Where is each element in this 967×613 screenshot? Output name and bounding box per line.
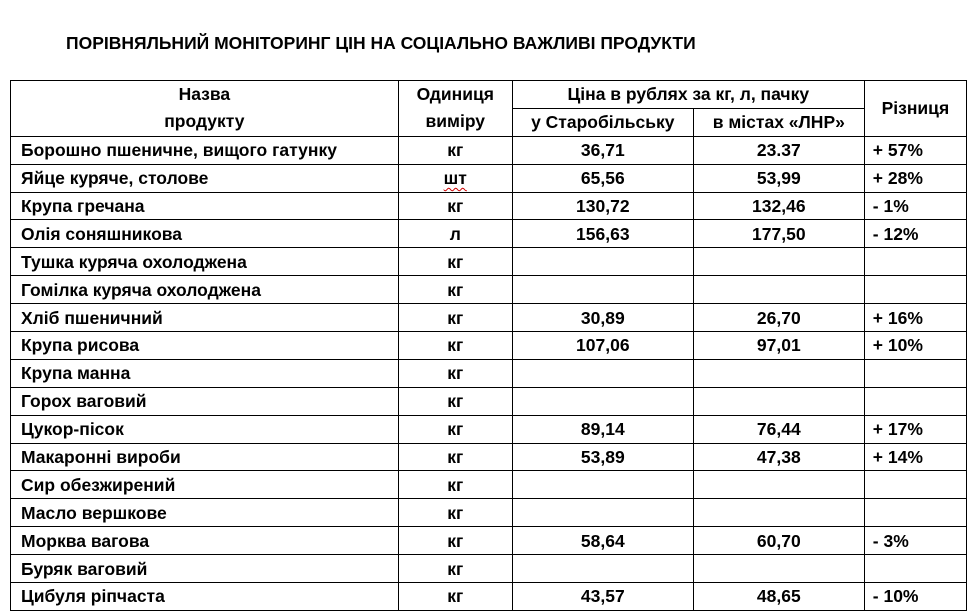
- table-row: [11, 387, 967, 415]
- unit-cell: кг: [398, 136, 512, 164]
- difference-cell: - 12%: [864, 220, 966, 248]
- table-body: [11, 136, 967, 610]
- unit-cell: л: [398, 220, 512, 248]
- price-lnr-cell: 60,70: [693, 527, 864, 555]
- unit-cell: кг: [398, 276, 512, 304]
- price-lnr-cell: 177,50: [693, 220, 864, 248]
- price-lnr-cell: 76,44: [693, 415, 864, 443]
- price-lnr-cell: 48,65: [693, 583, 864, 611]
- difference-cell: [864, 248, 966, 276]
- difference-cell: + 57%: [864, 136, 966, 164]
- product-name-cell: Цибуля ріпчаста: [11, 583, 399, 611]
- product-name-cell: Хліб пшеничний: [11, 304, 399, 332]
- unit-cell: кг: [398, 332, 512, 360]
- header-price-starobilsk: у Старобільську: [512, 108, 693, 136]
- header-price-group: Ціна в рублях за кг, л, пачку: [512, 81, 864, 109]
- header-price-lnr: в містах «ЛНР»: [693, 108, 864, 136]
- product-name-cell: Крупа рисова: [11, 332, 399, 360]
- difference-cell: + 10%: [864, 332, 966, 360]
- product-name-cell: Крупа манна: [11, 359, 399, 387]
- table-row: [11, 192, 967, 220]
- price-starobilsk-cell: [512, 248, 693, 276]
- price-lnr-cell: 97,01: [693, 332, 864, 360]
- price-starobilsk-cell: [512, 276, 693, 304]
- price-comparison-table: [10, 80, 967, 611]
- table-row: [11, 332, 967, 360]
- price-starobilsk-cell: 65,56: [512, 164, 693, 192]
- header-difference: Різниця: [864, 81, 966, 137]
- price-lnr-cell: 26,70: [693, 304, 864, 332]
- product-name-cell: Олія соняшникова: [11, 220, 399, 248]
- price-starobilsk-cell: [512, 499, 693, 527]
- price-starobilsk-cell: 58,64: [512, 527, 693, 555]
- difference-cell: + 17%: [864, 415, 966, 443]
- table-row: [11, 359, 967, 387]
- unit-cell: кг: [398, 192, 512, 220]
- price-starobilsk-cell: [512, 387, 693, 415]
- difference-cell: + 28%: [864, 164, 966, 192]
- product-name-cell: Яйце куряче, столове: [11, 164, 399, 192]
- unit-cell: кг: [398, 248, 512, 276]
- price-starobilsk-cell: 156,63: [512, 220, 693, 248]
- table-row: [11, 415, 967, 443]
- price-lnr-cell: [693, 555, 864, 583]
- table-row: [11, 527, 967, 555]
- price-lnr-cell: [693, 499, 864, 527]
- price-lnr-cell: [693, 387, 864, 415]
- product-name-cell: Цукор-пісок: [11, 415, 399, 443]
- unit-cell: кг: [398, 555, 512, 583]
- price-lnr-cell: 47,38: [693, 443, 864, 471]
- table-row: [11, 555, 967, 583]
- table-row: [11, 276, 967, 304]
- difference-cell: + 16%: [864, 304, 966, 332]
- price-starobilsk-cell: [512, 359, 693, 387]
- product-name-cell: Крупа гречана: [11, 192, 399, 220]
- header-product-name: [11, 81, 399, 137]
- header-product-name-line1: Назва: [178, 84, 231, 105]
- price-starobilsk-cell: 89,14: [512, 415, 693, 443]
- difference-cell: - 3%: [864, 527, 966, 555]
- product-name-cell: Сир обезжирений: [11, 471, 399, 499]
- unit-text: шт: [443, 168, 467, 189]
- unit-cell: [398, 164, 512, 192]
- unit-cell: кг: [398, 527, 512, 555]
- product-name-cell: Макаронні вироби: [11, 443, 399, 471]
- price-lnr-cell: 132,46: [693, 192, 864, 220]
- unit-cell: кг: [398, 387, 512, 415]
- price-starobilsk-cell: 30,89: [512, 304, 693, 332]
- difference-cell: + 14%: [864, 443, 966, 471]
- product-name-cell: Масло вершкове: [11, 499, 399, 527]
- header-unit-line2: виміру: [425, 111, 486, 132]
- table-row: [11, 499, 967, 527]
- difference-cell: [864, 359, 966, 387]
- product-name-cell: Горох ваговий: [11, 387, 399, 415]
- table-header-row-1: [11, 81, 967, 109]
- price-lnr-cell: [693, 471, 864, 499]
- product-name-cell: Буряк ваговий: [11, 555, 399, 583]
- price-starobilsk-cell: [512, 555, 693, 583]
- difference-cell: [864, 499, 966, 527]
- product-name-cell: Борошно пшеничне, вищого гатунку: [11, 136, 399, 164]
- difference-cell: [864, 555, 966, 583]
- product-name-cell: Тушка куряча охолоджена: [11, 248, 399, 276]
- unit-cell: кг: [398, 499, 512, 527]
- unit-cell: кг: [398, 304, 512, 332]
- table-row: [11, 583, 967, 611]
- header-unit-line1: Одиниця: [416, 84, 494, 105]
- document-title: ПОРІВНЯЛЬНИЙ МОНІТОРИНГ ЦІН НА СОЦІАЛЬНО ВАЖЛИВІ ПРОДУКТИ: [66, 33, 696, 53]
- difference-cell: [864, 471, 966, 499]
- difference-cell: [864, 387, 966, 415]
- price-lnr-cell: [693, 276, 864, 304]
- unit-cell: кг: [398, 443, 512, 471]
- product-name-cell: Морква вагова: [11, 527, 399, 555]
- table-row: [11, 443, 967, 471]
- unit-cell: кг: [398, 415, 512, 443]
- unit-cell: кг: [398, 583, 512, 611]
- price-starobilsk-cell: 107,06: [512, 332, 693, 360]
- table-row: [11, 220, 967, 248]
- table-row: [11, 164, 967, 192]
- price-lnr-cell: [693, 248, 864, 276]
- header-product-name-line2: продукту: [164, 111, 245, 132]
- unit-cell: кг: [398, 471, 512, 499]
- table-row: [11, 248, 967, 276]
- difference-cell: - 1%: [864, 192, 966, 220]
- price-lnr-cell: [693, 359, 864, 387]
- price-starobilsk-cell: 53,89: [512, 443, 693, 471]
- table-row: [11, 471, 967, 499]
- unit-cell: кг: [398, 359, 512, 387]
- table-row: [11, 136, 967, 164]
- price-starobilsk-cell: [512, 471, 693, 499]
- price-lnr-cell: 23.37: [693, 136, 864, 164]
- header-unit: [398, 81, 512, 137]
- product-name-cell: Гомілка куряча охолоджена: [11, 276, 399, 304]
- price-starobilsk-cell: 36,71: [512, 136, 693, 164]
- difference-cell: [864, 276, 966, 304]
- price-starobilsk-cell: 130,72: [512, 192, 693, 220]
- price-starobilsk-cell: 43,57: [512, 583, 693, 611]
- difference-cell: - 10%: [864, 583, 966, 611]
- price-lnr-cell: 53,99: [693, 164, 864, 192]
- table-row: [11, 304, 967, 332]
